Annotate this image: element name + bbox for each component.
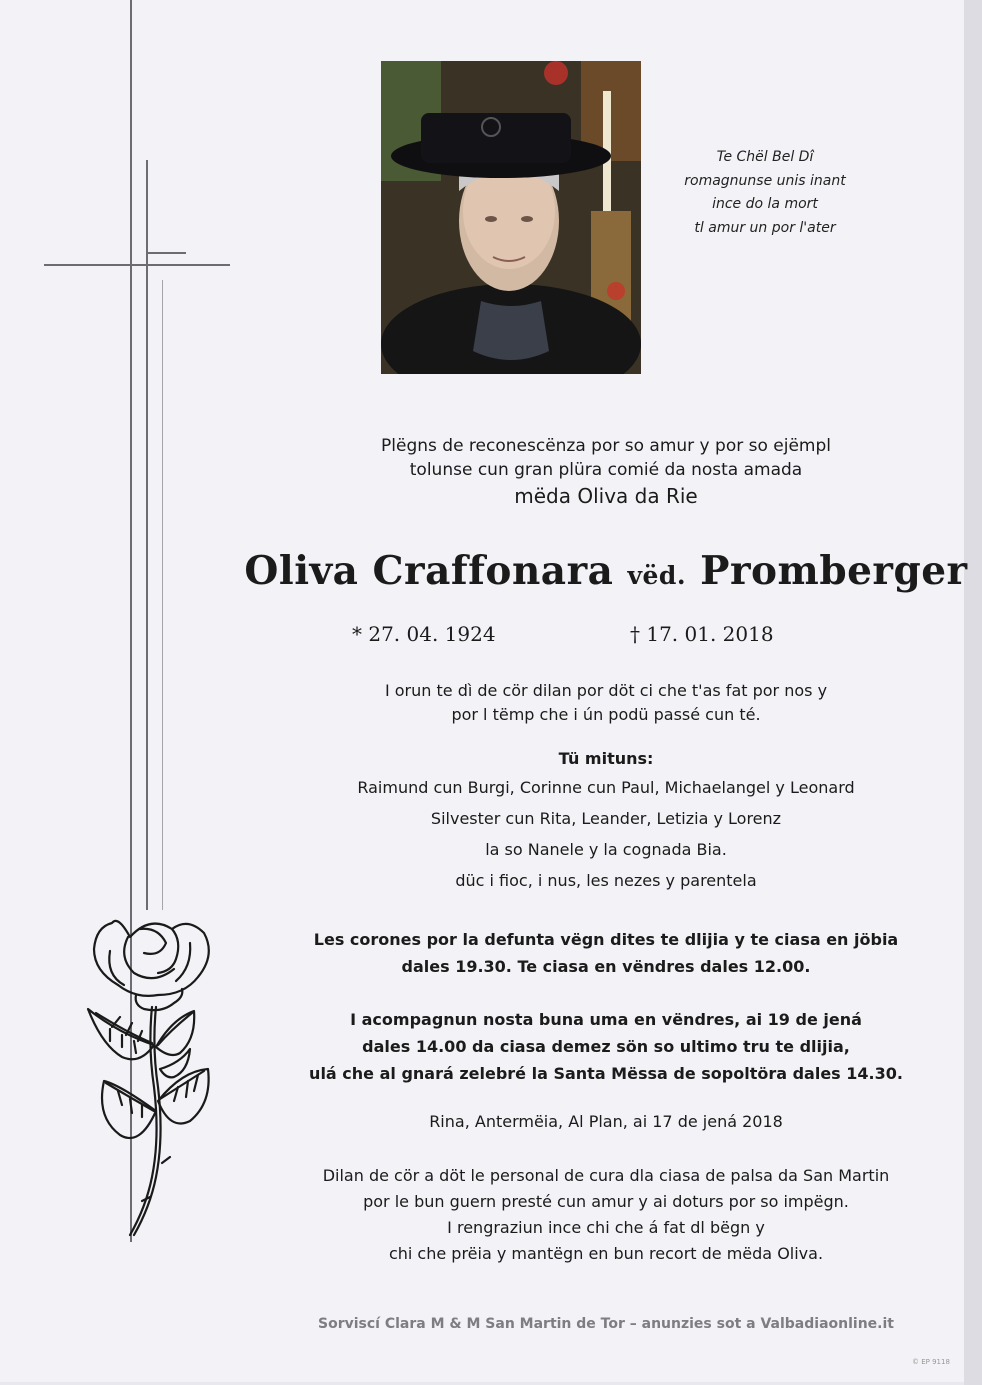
intro-text <box>200 434 982 508</box>
quote-line: ince do la mort <box>712 196 818 212</box>
footer-credit: Sorviscí Clara M & M San Martin de Tor – anunzies sot a Valbadiaonline.it <box>318 1316 894 1332</box>
gratitude-text <box>200 1163 982 1267</box>
name-first: Oliva Craffonara <box>244 548 614 594</box>
death-date: † 17. 01. 2018 <box>630 622 774 646</box>
rosary-line-2: dales 19.30. Te ciasa en vëndres dales 12.00. <box>401 957 811 976</box>
funeral-line-1: I acompagnun nosta buna uma en vëndres, ai 19 de jená <box>350 1010 862 1029</box>
rosary-info <box>200 926 982 980</box>
gratitude-line-1: Dilan de cör a döt le personal de cura dla ciasa de palsa da San Martin <box>322 1166 890 1185</box>
funeral-info <box>200 1006 982 1087</box>
product-code: © EP 9118 <box>912 1358 950 1366</box>
intro-line-1: Plëgns de reconescënza por so amur y por so ejëmpl <box>381 436 831 456</box>
thanks-line-2: por l tëmp che i ún podü passé cun té. <box>451 705 761 724</box>
mourner-line: düc i fioc, i nus, les nezes y parentela <box>455 871 757 890</box>
cross-vertical-line-3 <box>162 280 163 910</box>
quote-line: romagnunse unis inant <box>684 172 846 189</box>
gratitude-line-2: por le bun guern presté cun amur y ai doturs por so impëgn. <box>363 1192 849 1211</box>
cross-vertical-line-2 <box>146 160 148 910</box>
quote-line: Te Chël Bel Dî <box>716 149 814 165</box>
birth-date: * 27. 04. 1924 <box>352 622 496 646</box>
funeral-line-2: dales 14.00 da ciasa demez sön so ultimo tru te dlijia, <box>362 1037 850 1056</box>
cross-horizontal-line-2 <box>146 252 186 254</box>
rose-icon <box>70 915 240 1245</box>
mourner-line: Raimund cun Burgi, Corinne cun Paul, Michaelangel y Leonard <box>357 778 855 797</box>
quote-line: tl amur un por l'ater <box>694 219 836 236</box>
gratitude-line-3: I rengraziun ince chi che á fat dl bëgn y <box>447 1218 765 1237</box>
mourners-heading: Tü mituns: <box>558 749 654 768</box>
deceased-name <box>200 548 982 594</box>
rosary-line-1: Les corones por la defunta vëgn dites te dlijia y te ciasa en jöbia <box>313 930 899 949</box>
portrait-illustration <box>381 61 641 374</box>
cross-horizontal-line-1 <box>44 264 230 266</box>
memorial-quote <box>650 146 880 240</box>
nickname: mëda Oliva da Rie <box>514 484 698 508</box>
mourners-list <box>200 746 982 896</box>
intro-line-2: tolunse cun gran plüra comié da nosta amada <box>409 460 803 480</box>
mourner-line: la so Nanele y la cognada Bia. <box>485 840 727 859</box>
mourner-line: Silvester cun Rita, Leander, Letizia y Lorenz <box>430 809 782 828</box>
gratitude-line-4: chi che prëia y mantëgn en bun recort de mëda Oliva. <box>388 1244 824 1263</box>
portrait-photo <box>381 61 641 374</box>
name-ved: vëd. <box>627 561 687 590</box>
thanks-text <box>200 679 982 727</box>
name-last: Promberger <box>700 548 968 594</box>
funeral-line-3: ulá che al gnará zelebré la Santa Mëssa de sopoltöra dales 14.30. <box>309 1064 903 1083</box>
thanks-line-1: I orun te dì de cör dilan por döt ci che t'as fat por nos y <box>384 681 828 700</box>
place-date: Rina, Antermëia, Al Plan, ai 17 de jená 2018 <box>429 1112 783 1131</box>
